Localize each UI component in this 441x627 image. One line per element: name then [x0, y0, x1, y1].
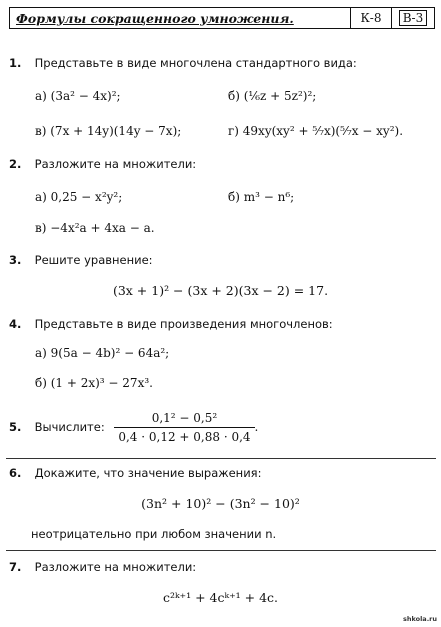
task-number: 2. — [9, 157, 22, 171]
task-1-item-b: б) (⅙z + 5z²)²; — [228, 89, 317, 103]
fraction-denominator: 0,4 · 0,12 + 0,88 · 0,4 — [118, 430, 251, 444]
task-3-equation: (3x + 1)² − (3x + 2)(3x − 2) = 17. — [112, 283, 329, 298]
worksheet-header — [9, 7, 435, 29]
task-6 — [9, 466, 261, 480]
variant-label: В-3 — [399, 10, 428, 26]
task-2 — [9, 157, 196, 171]
task-text: Вычислите: — [34, 420, 105, 434]
task-1-item-a: а) (3a² − 4x)²; — [35, 89, 121, 103]
task-4 — [9, 317, 333, 331]
fraction-numerator: 0,1² − 0,5² — [114, 411, 254, 428]
task-number: 6. — [9, 466, 22, 480]
task-4-item-a: а) 9(5a − 4b)² − 64a²; — [35, 346, 170, 360]
task-4-item-b: б) (1 + 2x)³ − 27x³. — [35, 376, 153, 390]
task-5 — [9, 410, 258, 444]
task-1-item-d: г) 49xy(xy² + ⁵⁄₇x)(⁵⁄₇x − xy²). — [228, 124, 404, 138]
task-text: Разложите на множители: — [34, 560, 197, 574]
task-1 — [9, 56, 357, 70]
task-5-fraction — [114, 411, 254, 444]
task-2-item-c: в) −4x²a + 4xa − a. — [35, 221, 155, 235]
task-6-after: неотрицательно при любом значении n. — [31, 527, 277, 541]
task-1-item-c: в) (7x + 14y)(14y − 7x); — [35, 124, 182, 138]
task-text: Разложите на множители: — [34, 157, 197, 171]
section-divider — [6, 458, 436, 459]
task-number: 3. — [9, 253, 22, 267]
task-text: Решите уравнение: — [34, 253, 153, 267]
task-3 — [9, 253, 153, 267]
task-7-expression: c²ᵏ⁺¹ + 4cᵏ⁺¹ + 4c. — [162, 590, 279, 605]
task-number: 1. — [9, 56, 22, 70]
task-5-tail: . — [254, 420, 259, 434]
section-divider — [6, 550, 436, 551]
variant-number — [391, 8, 434, 28]
work-number: К-8 — [350, 8, 391, 28]
task-number: 4. — [9, 317, 22, 331]
worksheet-title: Формулы сокращенного умножения. — [16, 10, 294, 26]
task-6-expression: (3n² + 10)² − (3n² − 10)² — [141, 496, 300, 511]
watermark-url: shkola.ru — [402, 615, 437, 623]
task-2-item-b: б) m³ − n⁶; — [228, 190, 295, 204]
task-2-item-a: а) 0,25 − x²y²; — [35, 190, 123, 204]
task-text: Представьте в виде многочлена стандартного вида: — [34, 56, 357, 70]
task-7 — [9, 560, 196, 574]
task-text: Докажите, что значение выражения: — [34, 466, 262, 480]
task-text: Представьте в виде произведения многочленов: — [34, 317, 333, 331]
task-number: 7. — [9, 560, 22, 574]
task-number: 5. — [9, 420, 22, 434]
